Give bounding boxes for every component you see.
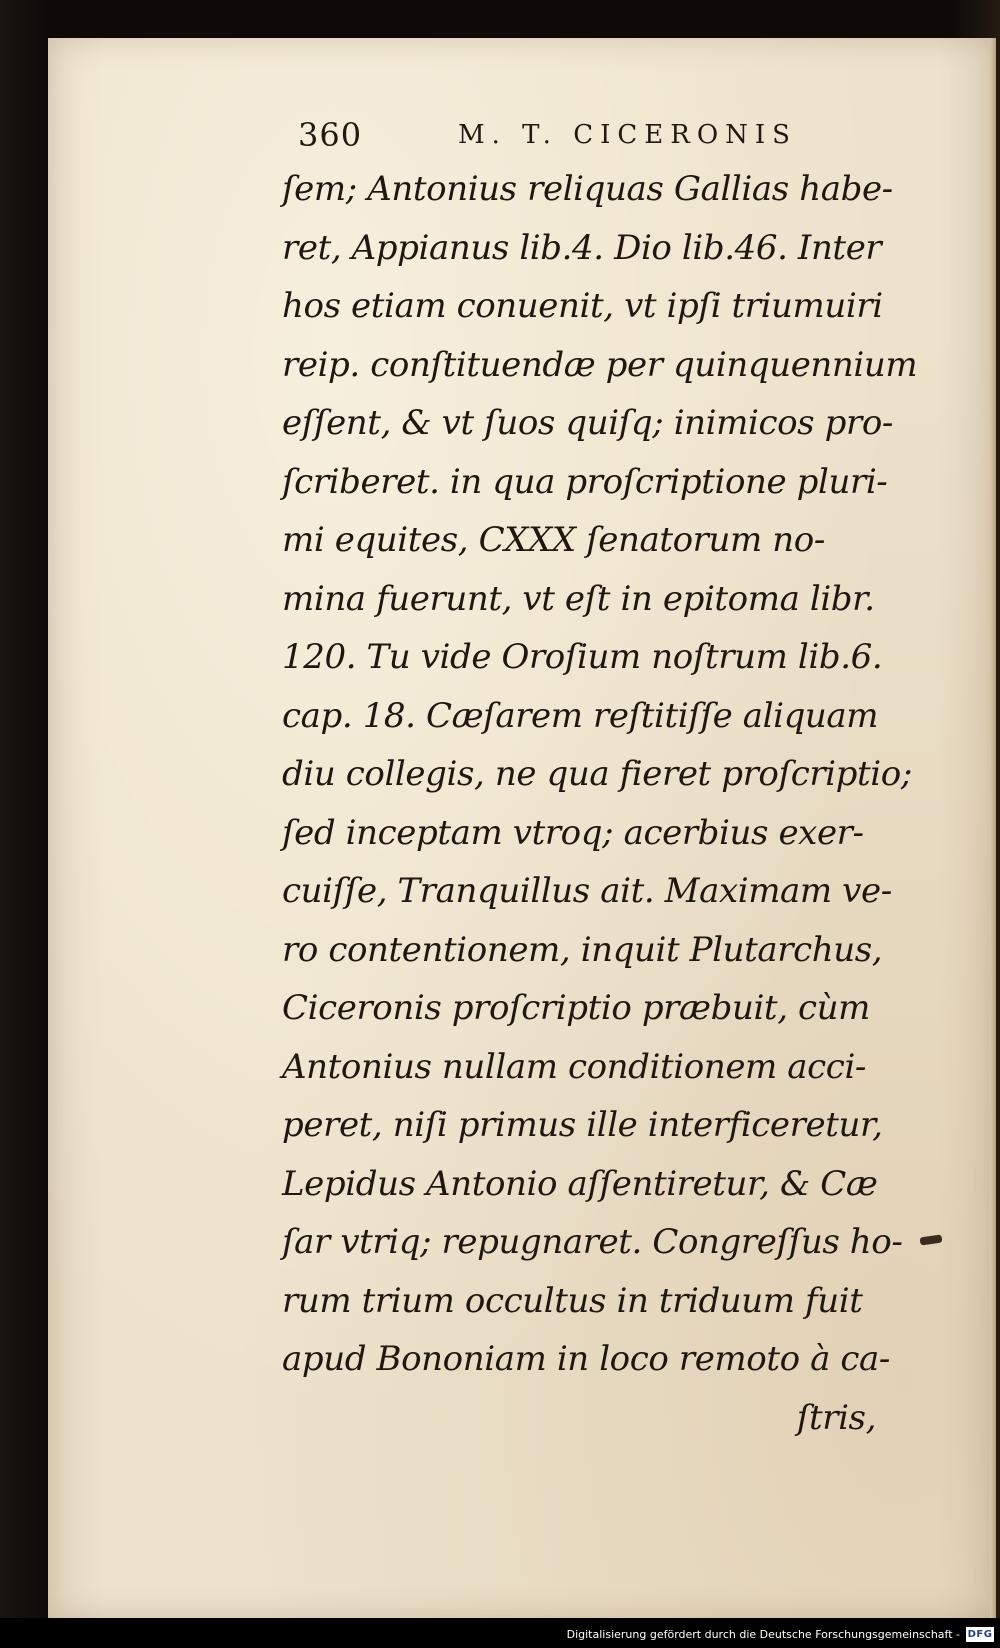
text-line: hos etiam conuenit, vt ipſi triumuiri (282, 286, 883, 326)
text-line: rum trium occultus in triduum fuit (282, 1280, 863, 1321)
text-line: Lepidus Antonio aſſentiretur, & Cæ (282, 1163, 878, 1204)
text-line: mina fuerunt, vt eſt in epitoma libr. (282, 578, 875, 619)
dfg-logo: DFG (967, 1629, 993, 1640)
page-header (298, 116, 878, 156)
text-line: peret, niſi primus ille interficeretur, (282, 1105, 883, 1145)
text-line: Antonius nullam conditionem acci- (282, 1046, 867, 1087)
page-number: 360 (298, 116, 363, 154)
text-line: cap. 18. Cæſarem reſtitiſſe aliquam (282, 695, 879, 736)
footer-bar (0, 1618, 1000, 1648)
page-edge (990, 38, 996, 1618)
text-line: ſcriberet. in qua proſcriptione pluri- (282, 461, 888, 502)
body-text (282, 160, 918, 1447)
text-line: ſed inceptam vtroq; acerbius exer- (282, 812, 864, 853)
running-title: M. T. CICERONIS (458, 120, 797, 150)
text-line: ret, Appianus lib.4. Dio lib.46. Inter (282, 227, 882, 268)
text-line: cuiſſe, Tranquillus ait. Maximam ve- (282, 871, 892, 911)
text-line: ſem; Antonius reliquas Gallias habe- (282, 169, 893, 209)
text-line: ſtris, (796, 1397, 876, 1438)
text-line: eſſent, & vt ſuos quiſq; inimicos pro- (282, 403, 893, 443)
footer-credit: Digitalisierung gefördert durch die Deutsche Forschungsgemeinschaft - (566, 1628, 960, 1641)
text-line: Ciceronis proſcriptio præbuit, cùm (282, 988, 870, 1028)
text-line: ſar vtriq; repugnaret. Congreſſus ho- (282, 1222, 903, 1262)
text-line: apud Bononiam in loco remoto à ca- (282, 1339, 890, 1379)
text-line: ro contentionem, inquit Plutarchus, (282, 929, 883, 970)
text-line: 120. Tu vide Oroſium noſtrum lib.6. (282, 637, 883, 677)
text-line: mi equites, CXXX ſenatorum no- (282, 520, 825, 560)
text-line: reip. conſtituendæ per quinquennium (282, 344, 918, 385)
text-line: diu collegis, ne qua fieret proſcriptio; (282, 754, 912, 794)
